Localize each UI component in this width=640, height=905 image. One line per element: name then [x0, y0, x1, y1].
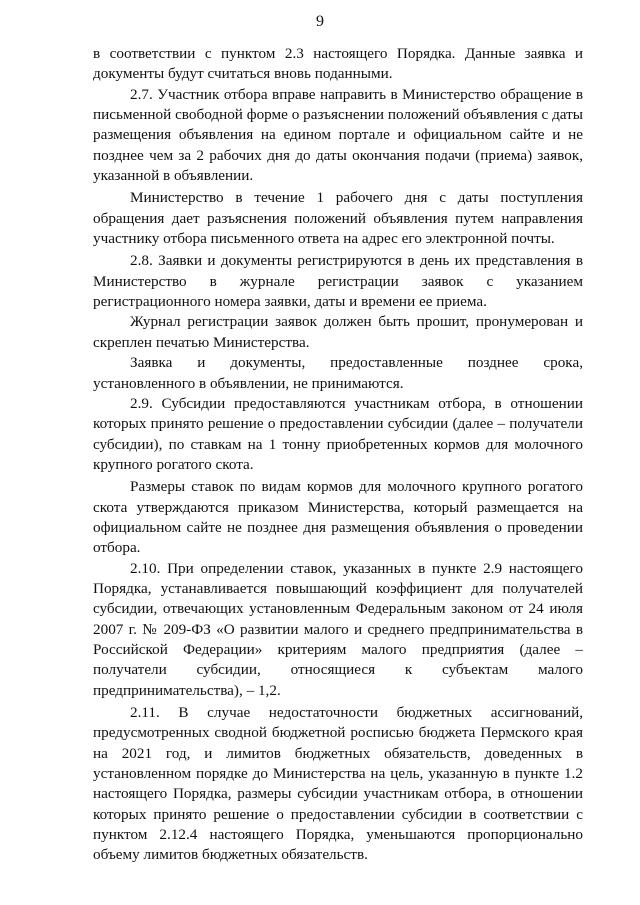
paragraph-ministry-response: Министерство в течение 1 рабочего дня с даты поступления обращения дает разъяснения положений объявления путем направления участнику отбора письменного ответа на адрес его электронной почты. [93, 189, 583, 248]
paragraph-2-11: 2.11. В случае недостаточности бюджетных ассигнований, предусмотренных сводной бюджетной росписью бюджета Пермского края на 2021 год, и лимитов бюджетных обязательств, доведенных в установленном порядке до Министерства на цель, указанную в пункте 1.2 настоящего Порядка, размеры субсидии участникам отбора, в отношении которых принято решение о предоставлении субсидии в соответствии с пунктом 2.12.4 настоящего Порядка, уменьшаются пропорционально объему лимитов бюджетных обязательств. [93, 704, 583, 864]
paragraph-2-10: 2.10. При определении ставок, указанных в пункте 2.9 настоящего Порядка, устанавливается повышающий коэффициент для получателей субсидии, отвечающих установленным Федеральным законом от 24 июля 2007 г. № 209-ФЗ «О развитии малого и среднего предпринимательства в Российской Федерации» критериям малого предприятия (далее – получатели субсидии, относящиеся к субъектам малого предпринимательства), – 1,2. [93, 559, 583, 699]
paragraph-continuation: в соответствии с пунктом 2.3 настоящего Порядка. Данные заявка и документы будут считаться вновь поданными. [93, 45, 583, 83]
paragraph-2-8: 2.8. Заявки и документы регистрируются в день их представления в Министерство в журнале регистрации заявок с указанием регистрационного номера заявки, даты и времени ее приема. [93, 252, 583, 311]
paragraph-2-7: 2.7. Участник отбора вправе направить в Министерство обращение в письменной свободной форме о разъяснении положений объявления с даты размещения объявления на едином портале и официальном сайте и не позднее чем за 2 рабочих дня до даты окончания подачи (приема) заявок, указанной в объявлении. [93, 85, 583, 185]
paragraph-journal: Журнал регистрации заявок должен быть прошит, пронумерован и скреплен печатью Министерства. [93, 313, 583, 351]
paragraph-rates: Размеры ставок по видам кормов для молочного крупного рогатого скота утверждаются приказом Министерства, который размещается на официальном сайте не позднее дня размещения объявления о проведении отбора. [93, 478, 583, 557]
paragraph-late-submission: Заявка и документы, предоставленные позднее срока, установленного в объявлении, не принимаются. [93, 354, 583, 392]
document-body [93, 44, 583, 866]
page-number: 9 [316, 13, 324, 30]
paragraph-2-9: 2.9. Субсидии предоставляются участникам отбора, в отношении которых принято решение о предоставлении субсидии (далее – получатели субсидии), по ставкам на 1 тонну приобретенных кормов для молочного крупного рогатого скота. [93, 394, 583, 473]
